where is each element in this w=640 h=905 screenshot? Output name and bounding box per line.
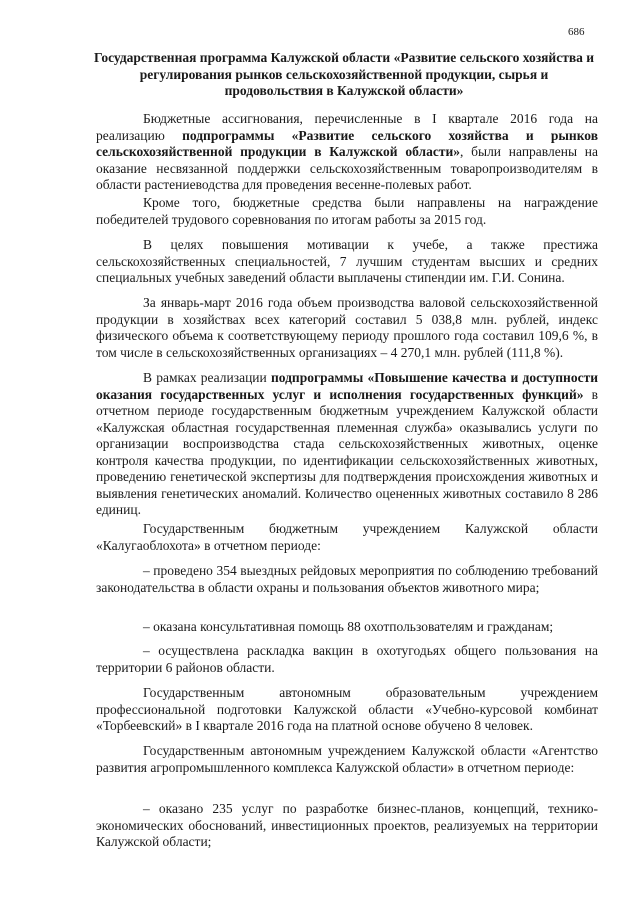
document-title: Государственная программа Калужской области «Развитие сельского хозяйства и регулирования рынков сельскохозяйственной продукции, сырья и продовольствия в Калужской области»	[93, 50, 595, 98]
paragraph-agency: Государственным автономным учреждением Калужской области «Агентство развития агропромышленного комплекса Калужской области» в отчетном периоде:	[96, 743, 598, 775]
list-item-business-plans: – оказано 235 услуг по разработке бизнес-планов, концепций, технико-экономических обоснований, инвестиционных проектов, реализуемых на территории Калужской области;	[96, 801, 598, 849]
paragraph-6: Государственным бюджетным учреждением Калужской области «Калугаоблохота» в отчетном периоде:	[96, 521, 598, 553]
paragraph-torbeevsky: Государственным автономным образовательным учреждением профессиональной подготовки Калужской области «Учебно-курсовой комбинат «Торбеевский» в I квартале 2016 года на платной основе обучено 8 человек.	[96, 685, 598, 733]
paragraph-2: Кроме того, бюджетные средства были направлены на награждение победителей трудового соревнования по итогам работы за 2015 год.	[96, 195, 598, 227]
paragraph-4: За январь-март 2016 года объем производства валовой сельскохозяйственной продукции в хозяйствах всех категорий составил 5 038,8 млн. рублей, индекс физического объема к соответствующему периоду прошлого года составил 109,6 %, в том числе в сельскохозяйственных организациях – 4 270,1 млн. рублей (111,8 %).	[96, 295, 598, 360]
list-item-raids: – проведено 354 выездных рейдовых мероприятия по соблюдению требований законодательства в области охраны и пользования объектов животного мира;	[96, 563, 598, 595]
subprogram-services-name: подпрограммы «Повышение качества и доступности оказания государственных услуг и исполнения государственных функций»	[96, 370, 598, 402]
paragraph-5	[96, 370, 598, 519]
paragraph-5-rest: в отчетном периоде государственным бюджетным учреждением Калужской области «Калужская областная государственная племенная служба» оказывались услуги по организации воспроизводства стада сельскохозяйственных животных, оценке контроля качества продукции, по идентификации сельскохозяйственных животных, проведению генетической экспертизы для подтверждения происхождения животных и выявления генетических аномалий. Количество оцененных животных составило 8 286 единиц.	[96, 386, 599, 517]
list-item-consultations: – оказана консультативная помощь 88 охотпользователям и гражданам;	[143, 619, 554, 634]
paragraph-1-intro: Бюджетные ассигнования, перечисленные в I квартале 2016 года на реализацию	[96, 111, 598, 143]
list-item-vaccines: – осуществлена раскладка вакцин в охотугодьях общего пользования на территории 6 районов области.	[96, 643, 598, 675]
page-number: 686	[568, 26, 585, 38]
paragraph-3: В целях повышения мотивации к учебе, а также престижа сельскохозяйственных специальностей, 7 лучшим студентам высших и средних специальных учебных заведений области выплачены стипендии им. Г.И. Сонина.	[96, 237, 598, 285]
paragraph-1	[96, 111, 598, 194]
paragraph-5-intro: В рамках реализации	[143, 370, 271, 385]
subprogram-agriculture-name: подпрограммы «Развитие сельского хозяйства и рынков сельскохозяйственной продукции в Калужской области»	[96, 127, 599, 159]
paragraph-1-rest: , были направлены на оказание несвязанной поддержки сельскохозяйственным товаропроизводителям в области растениеводства для проведения весенне-полевых работ.	[96, 144, 598, 192]
